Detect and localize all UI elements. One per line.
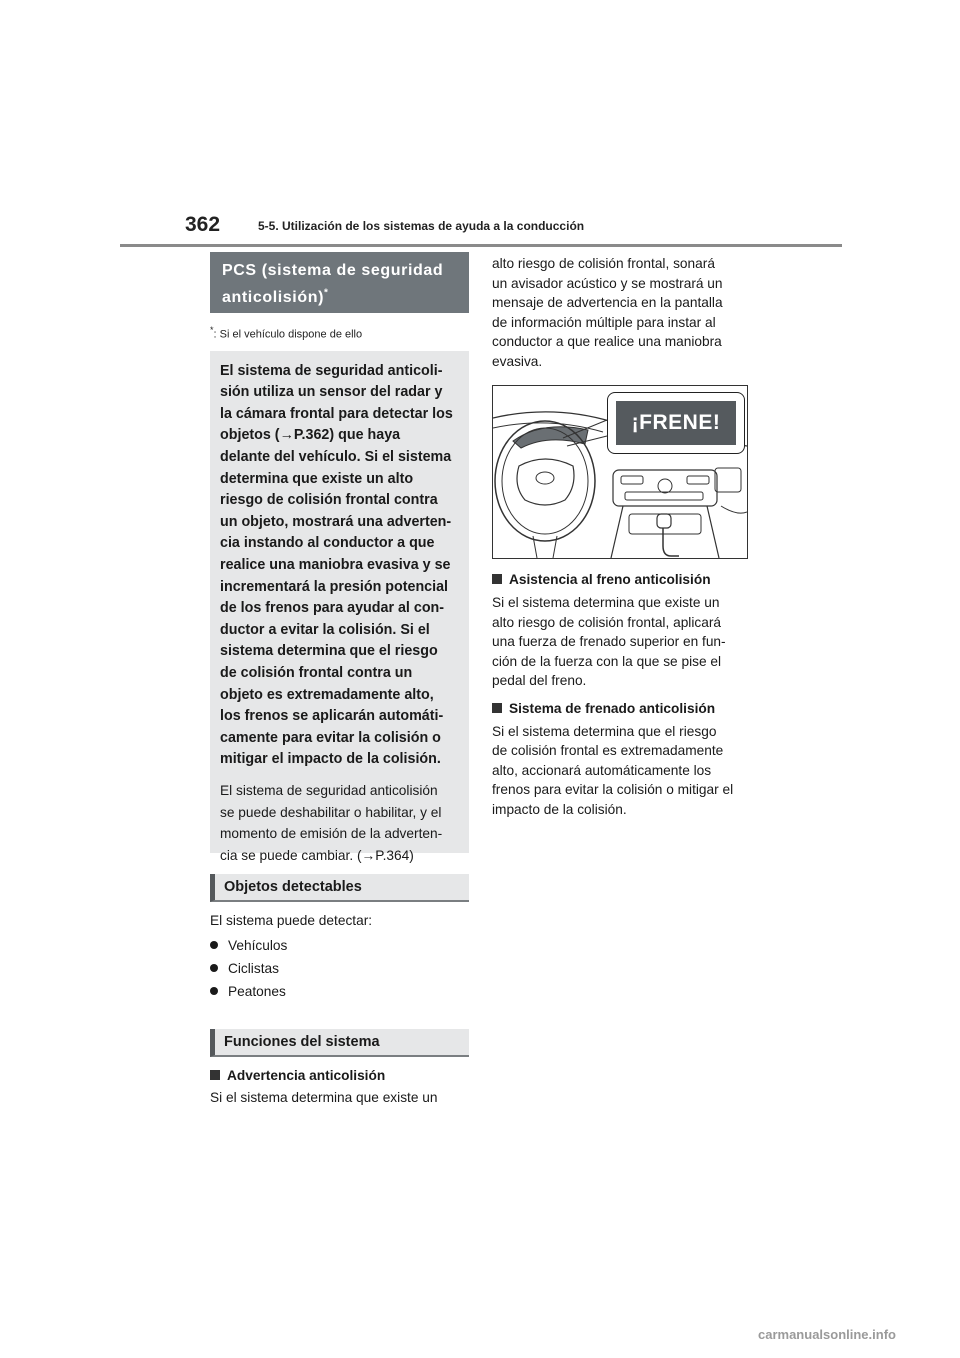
intro-bold-text <box>220 361 459 771</box>
intro-line: objeto es extremadamente alto, <box>220 686 434 703</box>
section-title: 5-5. Utilización de los sistemas de ayuda a la conducción <box>258 219 585 233</box>
text-line: mensaje de advertencia en la pantalla <box>492 295 723 310</box>
header-divider <box>120 244 842 247</box>
text-line: alto riesgo de colisión frontal, aplicará <box>492 614 722 630</box>
list-item <box>210 936 469 956</box>
intro-line: de los frenos para ayudar al con- <box>220 600 445 617</box>
intro-line: cia se puede cambiar. (→P.364) <box>220 847 414 863</box>
intro-line: se puede deshabilitar o habilitar, y el <box>220 804 442 820</box>
left-column <box>210 252 469 1107</box>
main-heading-line1: PCS (sistema de seguridad <box>222 262 444 279</box>
frenado-heading <box>492 699 750 718</box>
text-line: Si el sistema determina que existe un <box>492 595 720 610</box>
main-heading-line2: anticolisión) <box>222 289 325 306</box>
bullet-icon <box>210 987 218 995</box>
warning-message: ¡FRENE! <box>616 401 736 445</box>
advertencia-heading <box>210 1066 469 1085</box>
warning-display <box>607 392 745 454</box>
intro-line: El sistema de seguridad anticoli- <box>220 362 443 379</box>
text-line: de información múltiple para instar al <box>492 314 716 330</box>
intro-line: un objeto, mostrará una adverten- <box>220 513 452 530</box>
text-line: pedal del freno. <box>492 673 587 688</box>
list-item-text: Vehículos <box>228 938 288 954</box>
text-line: alto riesgo de colisión frontal, sonará <box>492 256 715 271</box>
detectables-list <box>210 936 469 1002</box>
text-line: evasiva. <box>492 353 543 369</box>
asistencia-text <box>492 593 750 691</box>
text-line: impacto de la colisión. <box>492 801 627 817</box>
text-line: una fuerza de frenado superior en fun- <box>492 634 726 649</box>
watermark: carmanualsonline.info <box>758 1327 896 1342</box>
square-bullet-icon <box>210 1070 220 1080</box>
intro-box <box>210 351 469 863</box>
text-line: frenos para evitar la colisión o mitigar el <box>492 782 734 797</box>
footnote-text: : Si el vehículo dispone de ello <box>213 328 363 341</box>
page-number: 362 <box>185 213 221 236</box>
intro-line: la cámara frontal para detectar los <box>220 405 453 422</box>
bullet-icon <box>210 941 218 949</box>
advertencia-title: Advertencia anticolisión <box>227 1067 386 1083</box>
asistencia-title: Asistencia al freno anticolisión <box>509 572 711 587</box>
text-line: un avisador acústico y se mostrará un <box>492 275 723 291</box>
intro-line: sistema determina que el riesgo <box>220 643 438 660</box>
frenado-title: Sistema de frenado anticolisión <box>509 700 716 716</box>
intro-line: camente para evitar la colisión o <box>220 729 441 746</box>
intro-line: determina que existe un alto <box>220 470 414 487</box>
intro-line: incrementará la presión potencial <box>220 578 449 595</box>
footnote-mark: * <box>210 325 214 335</box>
intro-line: realice una maniobra evasiva y se <box>220 557 451 573</box>
funciones-heading: Funciones del sistema <box>210 1029 469 1057</box>
dashboard-illustration <box>492 385 748 559</box>
footnote <box>210 325 469 341</box>
list-item <box>210 982 469 1002</box>
right-column <box>492 254 750 819</box>
main-heading-mark: * <box>324 287 329 299</box>
frenado-text <box>492 722 750 820</box>
square-bullet-icon <box>492 574 502 584</box>
intro-line: sión utiliza un sensor del radar y <box>220 384 443 401</box>
intro-line: de colisión frontal contra un <box>220 664 413 681</box>
text-line: ción de la fuerza con la que se pise el <box>492 653 722 669</box>
text-line: de colisión frontal es extremadamente <box>492 743 724 758</box>
intro-line: delante del vehículo. Si el sistema <box>220 449 452 466</box>
advertencia-text-right <box>492 254 750 371</box>
text-line: alto, accionará automáticamente los <box>492 762 712 778</box>
bullet-icon <box>210 964 218 972</box>
main-heading <box>210 252 469 313</box>
asistencia-heading <box>492 570 750 589</box>
intro-line: cia instando al conductor a que <box>220 535 435 552</box>
text-line: Si el sistema determina que el riesgo <box>492 723 717 739</box>
detectables-heading: Objetos detectables <box>210 874 469 902</box>
detectables-intro: El sistema puede detectar: <box>210 912 373 928</box>
intro-line: momento de emisión de la adverten- <box>220 826 443 842</box>
square-bullet-icon <box>492 703 502 713</box>
text-line: conductor a que realice una maniobra <box>492 334 722 349</box>
main-heading-line2-wrap <box>222 284 459 311</box>
intro-normal-text <box>220 780 459 866</box>
intro-line: riesgo de colisión frontal contra <box>220 492 438 509</box>
intro-line: ductor a evitar la colisión. Si el <box>220 621 430 638</box>
list-item <box>210 959 469 979</box>
list-item-text: Ciclistas <box>228 961 279 977</box>
intro-line: los frenos se aplicarán automáti- <box>220 708 444 725</box>
intro-line: mitigar el impacto de la colisión. <box>220 751 441 768</box>
list-item-text: Peatones <box>228 984 286 1000</box>
advertencia-text-left: Si el sistema determina que existe un <box>210 1089 438 1105</box>
intro-line: objetos (→P.362) que haya <box>220 427 401 444</box>
intro-line: El sistema de seguridad anticolisión <box>220 782 438 798</box>
